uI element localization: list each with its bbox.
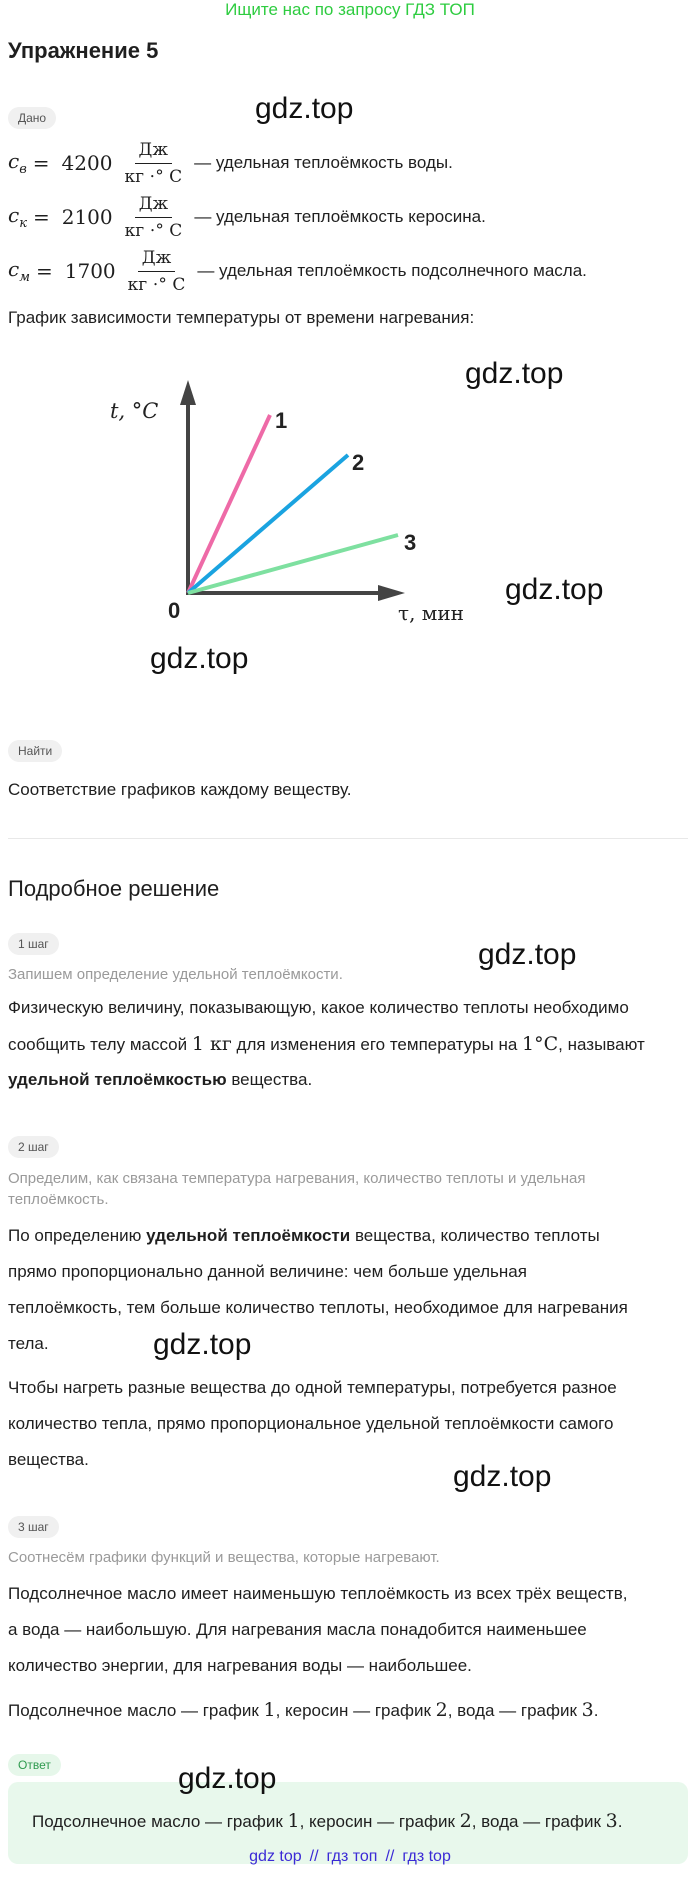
formula-water: $c_в$ = 4200 $\frac{Дж}{кг \cdot^\circ C}$ — удельная теплоёмкость воды.: [8, 139, 453, 187]
answer-text: Подсолнечное масло — график 1, керосин — график 2, вода — график 3.: [32, 1810, 623, 1832]
x-axis-label: τ, мин: [398, 601, 464, 625]
step-3-badge: 3 шаг: [8, 1516, 59, 1538]
line-1-label: 1: [275, 408, 288, 433]
search-banner[interactable]: Ищите нас по запросу ГДЗ ТОП: [225, 0, 475, 19]
footer-link-gdz-top-mixed[interactable]: гдз top: [402, 1848, 451, 1865]
step-2-line-2: прямо пропорционально данной величине: чем больше удельная: [8, 1262, 527, 1281]
step-1-hint: Запишем определение удельной теплоёмкости.: [8, 966, 343, 983]
step-2-hint-1: Определим, как связана температура нагревания, количество теплоты и удельная: [8, 1170, 586, 1187]
watermark: gdz.top: [150, 642, 249, 675]
footer-link-gdz-top[interactable]: gdz top: [249, 1848, 302, 1865]
find-badge: Найти: [8, 740, 62, 762]
line-2-label: 2: [352, 450, 365, 475]
solution-title: Подробное решение: [8, 876, 220, 901]
step-1-badge: 1 шаг: [8, 933, 59, 955]
step-2-badge: 2 шаг: [8, 1136, 59, 1158]
graph-caption: График зависимости температуры от времени нагревания:: [8, 308, 475, 327]
watermark: gdz.top: [153, 1328, 252, 1361]
step-3-line-1: Подсолнечное масло имеет наименьшую теплоёмкость из всех трёх веществ,: [8, 1584, 628, 1603]
x-axis-arrow-icon: [378, 585, 405, 601]
step-3-line-3: количество энергии, для нагревания воды — наибольшее.: [8, 1656, 472, 1675]
step-2-line-7: вещества.: [8, 1450, 89, 1469]
answer-badge: Ответ: [8, 1754, 61, 1776]
watermark: gdz.top: [178, 1762, 277, 1795]
formula-oil: $c_м$ = 1700 $\frac{Дж}{кг \cdot^\circ C}$ — удельная теплоёмкость подсолнечного масла.: [8, 247, 587, 295]
step-2-line-5: Чтобы нагреть разные вещества до одной температуры, потребуется разное: [8, 1378, 617, 1397]
step-2-line-6: количество тепла, прямо пропорциональное удельной теплоёмкости самого: [8, 1414, 614, 1433]
watermark: gdz.top: [453, 1460, 552, 1493]
divider: [8, 838, 688, 839]
y-axis-arrow-icon: [180, 380, 196, 405]
footer-links: gdz top // гдз топ // гдз top: [249, 1848, 451, 1865]
graph-line-1: [188, 415, 270, 593]
given-badge: Дано: [8, 107, 56, 129]
watermark: gdz.top: [465, 357, 564, 390]
formula-kerosene: $c_к$ = 2100 $\frac{Дж}{кг \cdot^\circ C}$ — удельная теплоёмкость керосина.: [8, 193, 486, 241]
line-3-label: 3: [404, 530, 417, 555]
watermark: gdz.top: [478, 938, 577, 971]
watermark: gdz.top: [505, 573, 604, 606]
step-1-line-2: сообщить телу массой 1 кг для изменения его температуры на 1°C, называют: [8, 1033, 645, 1055]
origin-label: 0: [168, 598, 181, 623]
step-1-line-1: Физическую величину, показывающую, какое количество теплоты необходимо: [8, 998, 629, 1017]
step-2-line-1: По определению удельной теплоёмкости вещества, количество теплоты: [8, 1226, 600, 1245]
y-axis-label: t, °C: [110, 399, 159, 423]
step-3-hint: Соотнесём графики функций и вещества, которые нагревают.: [8, 1549, 440, 1566]
page-title: Упражнение 5: [8, 38, 159, 63]
step-3-line-2: а вода — наибольшую. Для нагревания масла понадобится наименьшее: [8, 1620, 587, 1639]
step-2-line-4: тела.: [8, 1334, 49, 1353]
step-2-line-3: теплоёмкость, тем больше количество теплоты, необходимое для нагревания: [8, 1298, 628, 1317]
step-2-hint-2: теплоёмкость.: [8, 1191, 109, 1208]
step-3-conclusion: Подсолнечное масло — график 1, керосин — график 2, вода — график 3.: [8, 1699, 599, 1721]
watermark: gdz.top: [255, 92, 354, 125]
step-1-line-3: удельной теплоёмкостью вещества.: [8, 1070, 313, 1089]
footer-link-gdz-top-ru[interactable]: гдз топ: [326, 1848, 378, 1865]
find-text: Соответствие графиков каждому веществу.: [8, 780, 352, 799]
